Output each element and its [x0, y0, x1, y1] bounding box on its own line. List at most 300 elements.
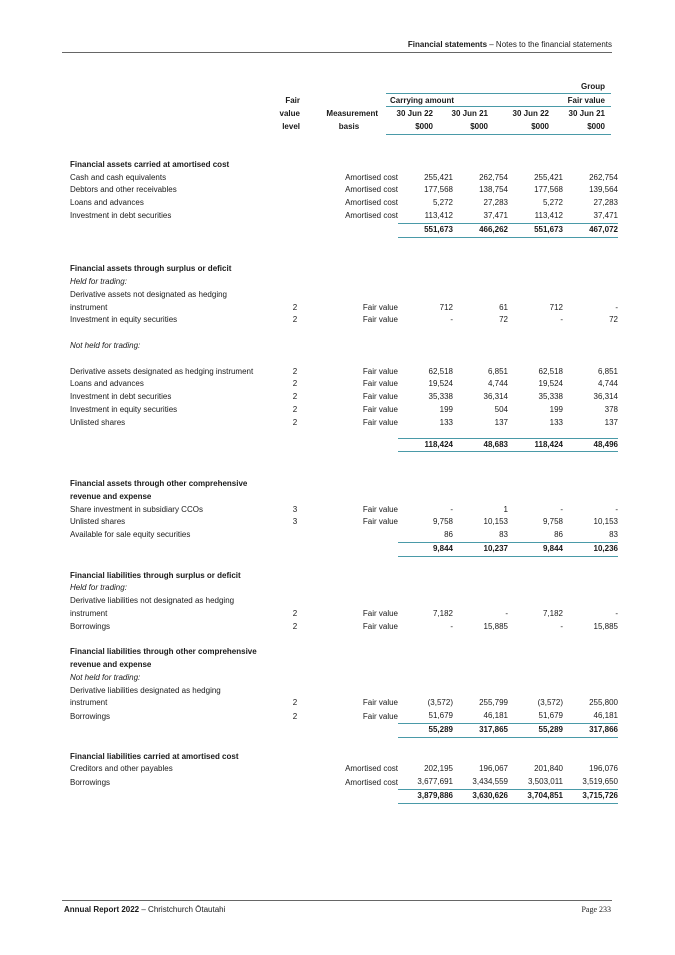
empty-cell [305, 724, 398, 738]
empty-cell [563, 340, 618, 353]
subtotal-row [70, 438, 618, 452]
amount-value: - [450, 504, 453, 514]
fair-value-level [285, 529, 305, 542]
header-title: Financial statements [407, 40, 488, 49]
empty-cell [563, 263, 618, 276]
spacer-cell [285, 250, 305, 263]
fair-value-level: 3 [292, 517, 298, 527]
amount-value: 86 [554, 530, 563, 540]
spacer-cell [285, 146, 305, 159]
spacer-row [70, 430, 618, 439]
measurement-basis: Amortised cost [345, 764, 398, 774]
fair-value-level [285, 289, 305, 302]
empty-cell [508, 751, 563, 764]
empty-cell [305, 582, 398, 595]
fair-value-level [285, 184, 305, 197]
empty-cell [453, 340, 508, 353]
amount-value: 83 [609, 530, 618, 540]
line-item-label: Investment in debt securities [70, 392, 172, 402]
line-item-label: instrument [70, 302, 108, 312]
spacer-cell [453, 353, 508, 366]
fair-value-level: 2 [292, 608, 298, 618]
amount-value: 113,412 [424, 210, 453, 220]
fair-value-level-heading-3: level [282, 122, 300, 131]
empty-cell [305, 159, 398, 172]
spacer-cell [398, 556, 453, 569]
subtotal-value: 48,683 [453, 438, 508, 452]
empty-cell [285, 646, 305, 659]
empty-cell [453, 646, 508, 659]
subsection-note: Not held for trading: [70, 672, 141, 682]
line-item-label: Derivative liabilities designated as hedging [70, 685, 221, 695]
amount-value: 137 [494, 417, 508, 427]
empty-cell [508, 340, 563, 353]
table-row [70, 289, 618, 302]
spacer-cell [508, 237, 563, 250]
line-item-label: Loans and advances [70, 379, 144, 389]
measurement-basis: Amortised cost [345, 185, 398, 195]
table-row [70, 595, 618, 608]
spacer-cell [508, 465, 563, 478]
subtotal-row [70, 542, 618, 556]
measurement-basis: Fair value [362, 504, 398, 514]
amount-value: 61 [499, 302, 508, 312]
spacer-cell [508, 633, 563, 646]
col3-date: 30 Jun 22 [512, 109, 549, 118]
table-row [70, 710, 618, 723]
col1-unit: $000 [415, 122, 433, 131]
spacer-cell [398, 353, 453, 366]
spacer-cell [70, 353, 285, 366]
spacer-cell [508, 452, 563, 465]
subtotal-value: 467,072 [563, 223, 618, 237]
spacer-cell [70, 633, 285, 646]
empty-cell [285, 263, 305, 276]
spacer-row [70, 353, 618, 366]
spacer-cell [285, 430, 305, 439]
subtotal-value: 48,496 [563, 438, 618, 452]
table-row [70, 504, 618, 517]
empty-cell [285, 672, 305, 685]
spacer-cell [508, 250, 563, 263]
spacer-cell [453, 250, 508, 263]
section-heading: Financial liabilities carried at amortised cost [70, 751, 239, 761]
amount-value [398, 685, 453, 698]
empty-cell [563, 570, 618, 583]
empty-cell [70, 223, 285, 237]
amount-value: 72 [609, 315, 618, 325]
subtotal-value: 55,289 [398, 724, 453, 738]
empty-cell [70, 724, 285, 738]
section-heading-row [70, 646, 618, 659]
spacer-cell [285, 633, 305, 646]
amount-value: 46,181 [593, 711, 618, 721]
empty-cell [285, 478, 305, 491]
spacer-cell [305, 430, 398, 439]
amount-value: 35,338 [428, 392, 453, 402]
subtotal-value: 3,704,851 [508, 790, 563, 804]
measurement-basis: Fair value [362, 404, 398, 414]
spacer-cell [563, 237, 618, 250]
carrying-amount-heading: Carrying amount [390, 96, 455, 105]
measurement-basis: Amortised cost [345, 211, 398, 221]
spacer-cell [285, 556, 305, 569]
empty-cell [285, 438, 305, 452]
amount-value: 86 [444, 530, 453, 540]
spacer-cell [453, 430, 508, 439]
amount-value: (3,572) [427, 698, 453, 708]
amount-value: 255,421 [534, 172, 563, 182]
empty-cell [398, 751, 453, 764]
amount-value: 262,754 [589, 172, 618, 182]
subtotal-value: 317,865 [453, 724, 508, 738]
amount-value: 9,758 [542, 517, 563, 527]
spacer-cell [453, 146, 508, 159]
amount-value [398, 595, 453, 608]
empty-cell [398, 659, 453, 672]
table-row [70, 210, 618, 223]
empty-cell [305, 790, 398, 804]
amount-value: 133 [549, 417, 563, 427]
spacer-cell [563, 250, 618, 263]
amount-value: 196,067 [479, 764, 508, 774]
fair-value-heading: Fair value [567, 96, 605, 105]
spacer-cell [563, 737, 618, 750]
amount-value: 378 [604, 404, 618, 414]
col4-date: 30 Jun 21 [568, 109, 605, 118]
table-row [70, 417, 618, 430]
subtotal-value: 9,844 [398, 542, 453, 556]
amount-value: 51,679 [538, 711, 563, 721]
footer-report-title [64, 905, 225, 914]
group-heading: Group [581, 82, 605, 91]
empty-cell [305, 276, 398, 289]
amount-value: 9,758 [432, 517, 453, 527]
subsection-note: Held for trading: [70, 276, 127, 286]
footer-organisation: – Christchurch Ōtautahi [139, 905, 226, 914]
subtotal-value: 9,844 [508, 542, 563, 556]
spacer-cell [305, 556, 398, 569]
col1-date: 30 Jun 22 [396, 109, 433, 118]
spacer-cell [563, 146, 618, 159]
spacer-cell [70, 556, 285, 569]
spacer-cell [398, 465, 453, 478]
section-heading: Financial assets through other comprehensive [70, 478, 248, 488]
empty-cell [305, 478, 398, 491]
amount-value: 10,153 [483, 517, 508, 527]
spacer-cell [285, 452, 305, 465]
amount-value: 201,840 [534, 764, 563, 774]
amount-value: 177,568 [424, 185, 453, 195]
empty-cell [508, 672, 563, 685]
amount-value: - [615, 504, 618, 514]
amount-value: 262,754 [479, 172, 508, 182]
spacer-cell [70, 146, 285, 159]
empty-cell [453, 582, 508, 595]
spacer-row [70, 737, 618, 750]
line-item-label: Derivative assets designated as hedging instrument [70, 366, 254, 376]
spacer-cell [285, 737, 305, 750]
amount-value [508, 289, 563, 302]
table-row [70, 621, 618, 634]
table-row [70, 776, 618, 789]
empty-cell [563, 478, 618, 491]
table-row [70, 172, 618, 185]
fair-value-level: 2 [292, 621, 298, 631]
spacer-cell [285, 465, 305, 478]
spacer-cell [398, 146, 453, 159]
line-item-label: instrument [70, 608, 108, 618]
amount-value: 5,272 [432, 198, 453, 208]
fair-value-level [285, 197, 305, 210]
spacer-cell [305, 250, 398, 263]
col4-unit: $000 [587, 122, 605, 131]
empty-cell [285, 276, 305, 289]
spacer-cell [398, 250, 453, 263]
empty-cell [70, 438, 285, 452]
measurement-basis: Amortised cost [345, 198, 398, 208]
spacer-cell [305, 452, 398, 465]
empty-cell [305, 491, 398, 504]
amount-value: 137 [604, 417, 618, 427]
section-heading-row [70, 159, 618, 172]
section-heading-row [70, 263, 618, 276]
empty-cell [563, 751, 618, 764]
spacer-cell [453, 737, 508, 750]
empty-cell [563, 646, 618, 659]
column-header-rule [386, 134, 611, 135]
empty-cell [453, 263, 508, 276]
spacer-cell [398, 327, 453, 340]
measurement-basis: Amortised cost [345, 172, 398, 182]
section-heading-row [70, 491, 618, 504]
spacer-cell [453, 327, 508, 340]
spacer-cell [305, 737, 398, 750]
empty-cell [398, 646, 453, 659]
spacer-cell [305, 327, 398, 340]
amount-value: 35,338 [538, 392, 563, 402]
amount-value: 196,076 [589, 764, 618, 774]
subtotal-value: 551,673 [398, 223, 453, 237]
empty-cell [508, 570, 563, 583]
spacer-cell [563, 353, 618, 366]
amount-value: 199 [549, 404, 563, 414]
fair-value-level: 2 [292, 404, 298, 414]
amount-value: - [450, 315, 453, 325]
empty-cell [70, 542, 285, 556]
amount-value: - [450, 621, 453, 631]
spacer-row [70, 327, 618, 340]
fair-value-level-heading-2: value [279, 109, 300, 118]
line-item-label: Loans and advances [70, 198, 144, 208]
spacer-cell [453, 633, 508, 646]
subsection-note-row [70, 672, 618, 685]
amount-value: 113,412 [534, 210, 563, 220]
spacer-cell [563, 556, 618, 569]
line-item-label: Investment in debt securities [70, 211, 172, 221]
amount-value: 6,851 [597, 366, 618, 376]
amount-value: 7,182 [432, 608, 453, 618]
line-item-label: Borrowings [70, 621, 111, 631]
empty-cell [508, 159, 563, 172]
empty-cell [453, 751, 508, 764]
fair-value-level [285, 685, 305, 698]
section-heading: Financial liabilities through other comprehensive [70, 647, 257, 657]
line-item-label: Borrowings [70, 777, 111, 787]
amount-value: 4,744 [597, 379, 618, 389]
empty-cell [285, 542, 305, 556]
table-row [70, 184, 618, 197]
empty-cell [285, 570, 305, 583]
section-heading: revenue and expense [70, 660, 152, 670]
amount-value: 51,679 [428, 711, 453, 721]
subtotal-value: 3,630,626 [453, 790, 508, 804]
footer-divider [62, 900, 612, 901]
spacer-cell [305, 237, 398, 250]
measurement-basis: Fair value [362, 417, 398, 427]
empty-cell [285, 659, 305, 672]
amount-value: 3,434,559 [472, 777, 508, 787]
subsection-note: Not held for trading: [70, 340, 141, 350]
section-heading-row [70, 659, 618, 672]
line-item-label: instrument [70, 698, 108, 708]
amount-value: 255,421 [424, 172, 453, 182]
empty-cell [285, 790, 305, 804]
spacer-row [70, 465, 618, 478]
spacer-cell [70, 452, 285, 465]
spacer-cell [453, 556, 508, 569]
empty-cell [563, 491, 618, 504]
amount-value: 19,524 [538, 379, 563, 389]
amount-value: 37,471 [483, 210, 508, 220]
subtotal-value: 3,879,886 [398, 790, 453, 804]
col2-date: 30 Jun 21 [451, 109, 488, 118]
fair-value-level: 2 [292, 711, 298, 721]
measurement-basis-heading-1: Measurement [326, 109, 378, 118]
section-heading: Financial assets carried at amortised cost [70, 159, 230, 169]
amount-value: 3,677,691 [417, 777, 453, 787]
amount-value: (3,572) [537, 698, 563, 708]
amount-value [453, 289, 508, 302]
amount-value: 202,195 [424, 764, 453, 774]
table-row [70, 529, 618, 542]
amount-value: 255,799 [479, 698, 508, 708]
empty-cell [508, 491, 563, 504]
spacer-cell [305, 353, 398, 366]
fair-value-level: 2 [292, 379, 298, 389]
measurement-basis: Fair value [362, 379, 398, 389]
empty-cell [398, 478, 453, 491]
empty-cell [285, 491, 305, 504]
line-item-label: Investment in equity securities [70, 315, 178, 325]
amount-value: 10,153 [593, 517, 618, 527]
table-row [70, 697, 618, 710]
empty-cell [305, 263, 398, 276]
amount-value: 15,885 [483, 621, 508, 631]
subtotal-value: 55,289 [508, 724, 563, 738]
spacer-cell [398, 737, 453, 750]
measurement-basis: Fair value [362, 608, 398, 618]
spacer-row [70, 633, 618, 646]
subtotal-row [70, 724, 618, 738]
line-item-label: Debtors and other receivables [70, 185, 177, 195]
measurement-basis [305, 289, 398, 302]
amount-value: 27,283 [593, 198, 618, 208]
table-row [70, 197, 618, 210]
section-heading: Financial liabilities through surplus or deficit [70, 570, 241, 580]
amount-value: 27,283 [483, 198, 508, 208]
line-item-label: Creditors and other payables [70, 764, 173, 774]
amount-value: 15,885 [593, 621, 618, 631]
amount-value: 3,503,011 [528, 777, 563, 787]
empty-cell [305, 542, 398, 556]
amount-value: 37,471 [593, 210, 618, 220]
amount-value [508, 595, 563, 608]
amount-value: 3,519,650 [582, 777, 618, 787]
subtotal-value: 118,424 [398, 438, 453, 452]
amount-value: 7,182 [542, 608, 563, 618]
section-heading-row [70, 478, 618, 491]
line-item-label: Share investment in subsidiary CCOs [70, 504, 203, 514]
header-subtitle: – Notes to the financial statements [487, 40, 612, 49]
table-row [70, 685, 618, 698]
empty-cell [508, 646, 563, 659]
section-heading-row [70, 570, 618, 583]
spacer-cell [453, 465, 508, 478]
empty-cell [285, 751, 305, 764]
subtotal-value: 10,237 [453, 542, 508, 556]
empty-cell [285, 724, 305, 738]
empty-cell [398, 340, 453, 353]
empty-cell [305, 570, 398, 583]
amount-value: 712 [439, 302, 453, 312]
spacer-cell [563, 633, 618, 646]
amount-value: 177,568 [534, 185, 563, 195]
spacer-cell [453, 237, 508, 250]
amount-value: 36,314 [483, 392, 508, 402]
spacer-cell [563, 452, 618, 465]
fair-value-level [285, 172, 305, 185]
amount-value: 4,744 [487, 379, 508, 389]
line-item-label: Unlisted shares [70, 417, 126, 427]
amount-value: 62,518 [428, 366, 453, 376]
empty-cell [398, 672, 453, 685]
spacer-cell [563, 430, 618, 439]
fair-value-level [285, 595, 305, 608]
table-row [70, 516, 618, 529]
fair-value-level: 2 [292, 698, 298, 708]
fair-value-level: 2 [292, 392, 298, 402]
amount-value [453, 685, 508, 698]
fair-value-level [285, 776, 305, 789]
empty-cell [285, 223, 305, 237]
measurement-basis [305, 685, 398, 698]
empty-cell [285, 159, 305, 172]
subtotal-value: 317,866 [563, 724, 618, 738]
amount-value: - [615, 608, 618, 618]
spacer-row [70, 250, 618, 263]
subtotal-value: 118,424 [508, 438, 563, 452]
spacer-cell [398, 237, 453, 250]
empty-cell [453, 478, 508, 491]
amount-value: - [560, 621, 563, 631]
spacer-row [70, 237, 618, 250]
line-item-label: Investment in equity securities [70, 404, 178, 414]
empty-cell [398, 263, 453, 276]
spacer-row [70, 146, 618, 159]
measurement-basis: Fair value [362, 366, 398, 376]
empty-cell [453, 159, 508, 172]
